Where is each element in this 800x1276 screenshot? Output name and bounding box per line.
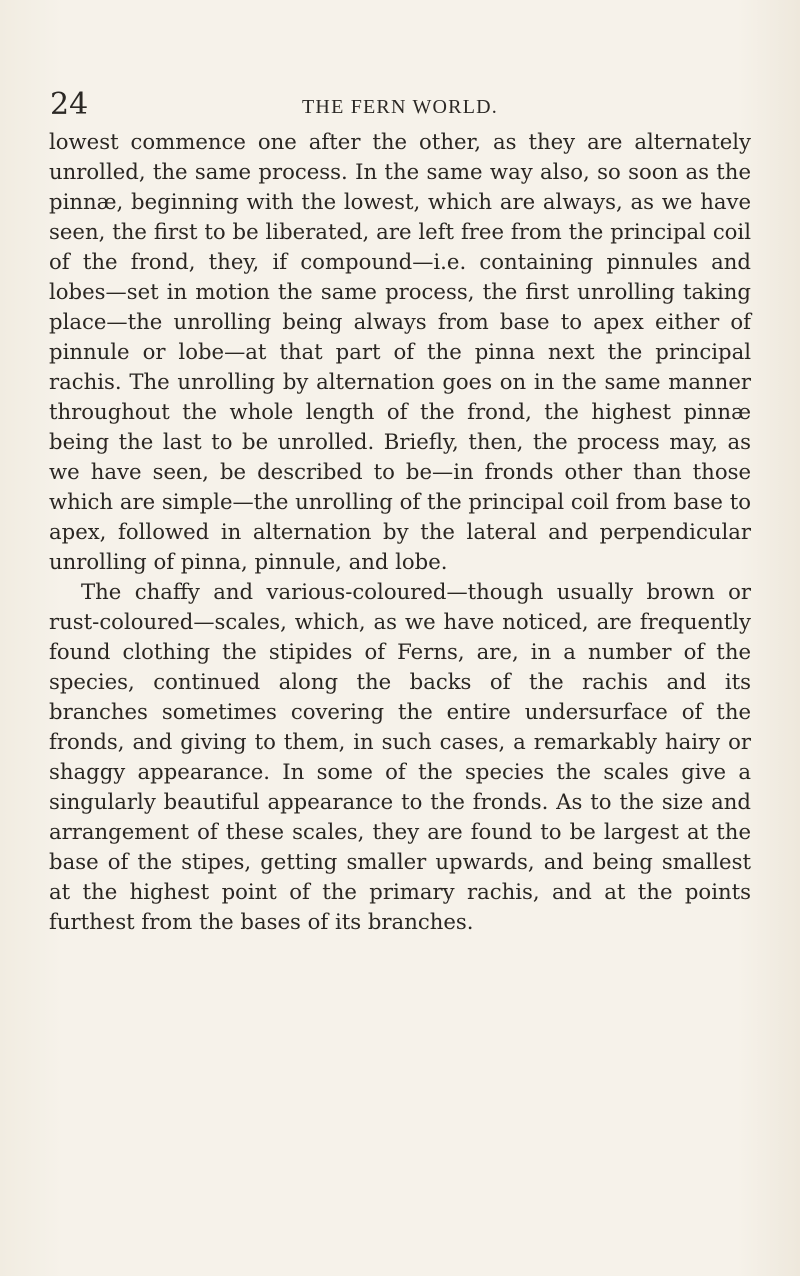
running-title: THE FERN WORLD.	[302, 96, 498, 118]
body-text	[49, 127, 751, 937]
paragraph-chaffy-scales: The chaffy and various-coloured—though usually brown or rust-coloured—scales, which, as we have noticed, are frequently found clothing the stipides of Ferns, are, in a number of the species, continued along the backs of the rachis and its branches sometimes covering the entire undersurface of the fronds, and giving to them, in such cases, a remarkably hairy or shaggy appearance. In some of the species the scales give a singularly beautiful appearance to the fronds. As to the size and arrangement of these scales, they are found to be largest at the base of the stipes, getting smaller upwards, and being smallest at the highest point of the primary rachis, and at the points furthest from the bases of its branches.	[49, 579, 751, 934]
page-header	[50, 88, 750, 128]
page-number: 24	[50, 87, 89, 122]
paragraph-unrolling-process: lowest commence one after the other, as they are alternately unrolled, the same process. In the same way also, so soon as the pinnæ, beginning with the lowest, which are always, as we have seen, the first to be liberated, are left free from the principal coil of the frond, they, if compound—i.e. containing pinnules and lobes—set in motion the same process, the first unrolling taking place—the unrolling being always from base to apex either of pinnule or lobe—at that part of the pinna next the principal rachis. The unrolling by alternation goes on in the same manner throughout the whole length of the frond, the highest pinnæ being the last to be unrolled. Briefly, then, the process may, as we have seen, be described to be—in fronds other than those which are simple—the unrolling of the principal coil from base to apex, followed in alternation by the lateral and perpendicular unrolling of pinna, pinnule, and lobe.	[49, 129, 751, 574]
